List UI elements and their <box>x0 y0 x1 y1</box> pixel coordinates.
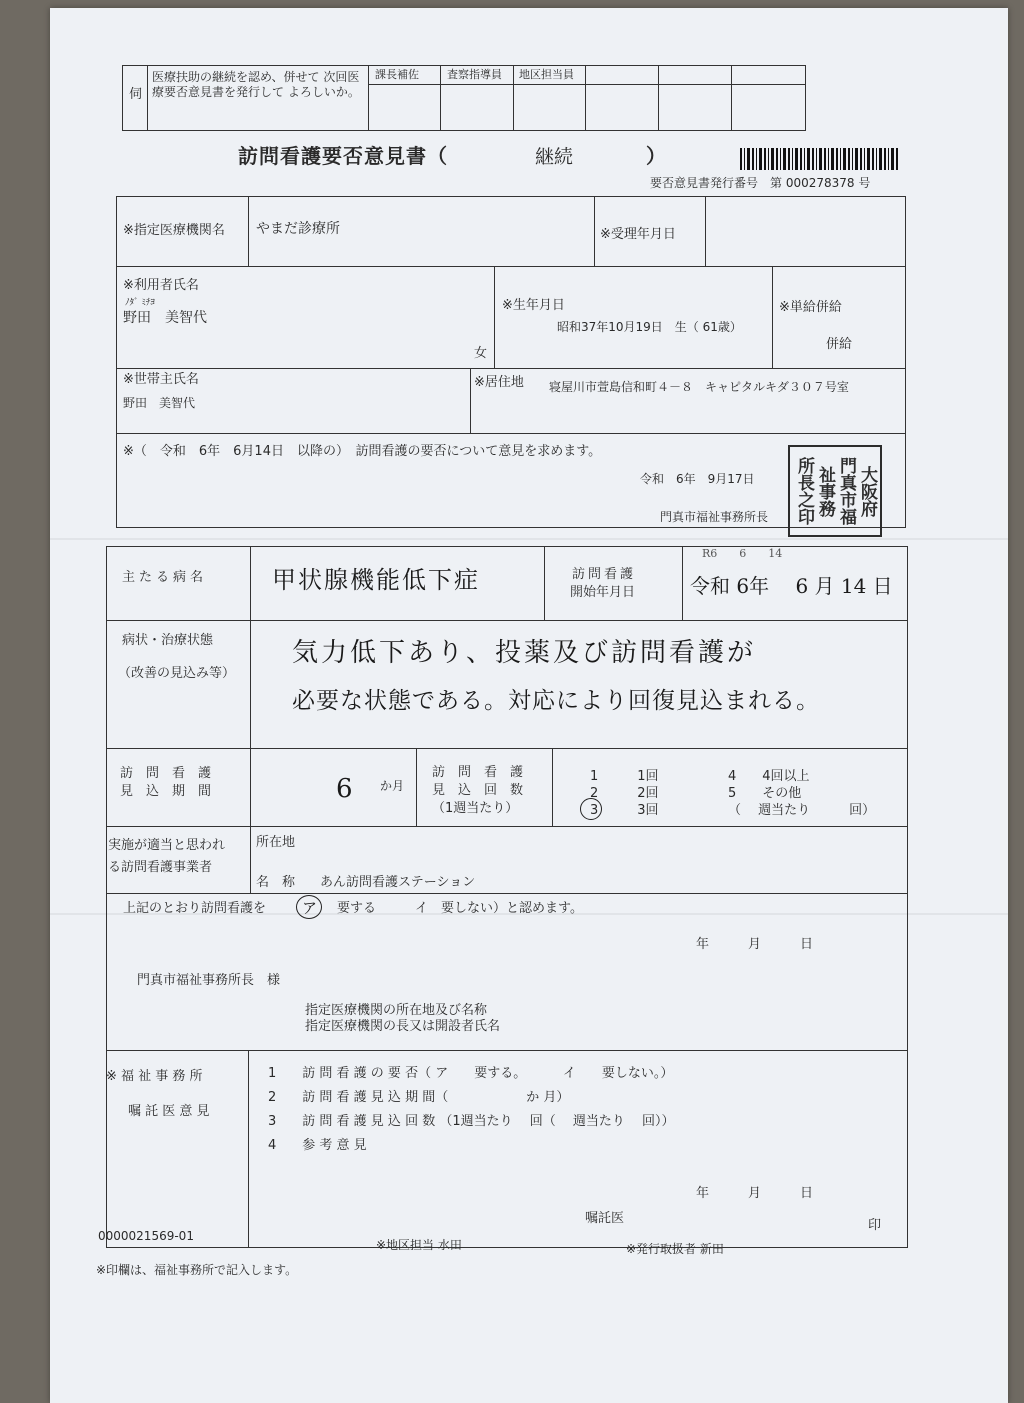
issue-number: 要否意見書発行番号 第 000278378 号 <box>650 176 871 190</box>
received-date-label: ※受理年月日 <box>600 227 676 242</box>
form-title-close: ） <box>646 144 667 168</box>
doctor-seal: 印 <box>868 1218 882 1233</box>
count-label-2: 見 込 回 数 <box>432 783 524 798</box>
start-date-note: R6 6 14 <box>702 547 783 560</box>
start-date-label-2: 開始年月日 <box>570 585 636 600</box>
symptoms-line-1[interactable]: 気力低下あり、投薬及び訪問看護が <box>292 638 757 668</box>
area-staff: ※地区担当 水田 <box>376 1238 462 1252</box>
user-name-label: ※利用者氏名 <box>123 278 199 293</box>
user-name: 野田 美智代 <box>123 310 207 326</box>
doctor-label-1: ※ 福 祉 事 務 所 <box>106 1069 203 1084</box>
fold-crease <box>50 538 1008 540</box>
count-label-3: （1週当たり） <box>432 801 519 816</box>
doctor-item-3: 3 訪 問 看 護 見 込 回 数 （1週当たり 回（ 週当たり 回）） <box>268 1114 675 1129</box>
doctor-date[interactable]: 年 月 日 <box>696 1186 814 1201</box>
user-furigana: ﾉﾀﾞ ﾐﾁﾖ <box>125 298 155 308</box>
approval-col-3: 地区担当員 <box>519 68 574 81</box>
decision-option-a-text: 要する <box>337 901 377 916</box>
count-label-1: 訪 問 看 護 <box>432 765 524 780</box>
count-option-6[interactable]: （ 週当たり 回） <box>728 803 876 818</box>
approval-col-2: 査察指導員 <box>447 68 502 81</box>
count-option-3-circle <box>580 798 602 820</box>
count-option-3[interactable]: 3 3回 <box>590 803 659 818</box>
document-paper <box>50 8 1008 1403</box>
disease-value[interactable]: 甲状腺機能低下症 <box>272 566 480 594</box>
request-date: 令和 6年 9月17日 <box>640 472 755 486</box>
request-text: ※（ 令和 6年 6月14日 以降の） 訪問看護の要否について意見を求めます。 <box>123 444 602 459</box>
period-label-1: 訪 問 看 護 <box>120 766 212 781</box>
household-head-name: 野田 美智代 <box>123 396 196 410</box>
provider-name: あん訪問看護ステーション <box>320 875 476 890</box>
start-date-value[interactable]: 令和 6年 6 月 14 日 <box>690 574 893 598</box>
period-label-2: 見 込 期 間 <box>120 784 212 799</box>
institution-address-line: 指定医療機関の所在地及び名称 <box>305 1003 488 1018</box>
form-title: 訪問看護要否意見書（ <box>238 144 448 168</box>
provider-name-label: 名 称 <box>256 875 296 890</box>
footer-note: ※印欄は、福祉事務所で記入します。 <box>96 1263 298 1277</box>
provider-location-label: 所在地 <box>256 835 296 850</box>
decision-option-a[interactable]: ア <box>302 899 318 917</box>
disease-label: 主たる病名 <box>122 570 208 585</box>
doctor-label-2: 嘱 託 医 意 見 <box>128 1104 210 1119</box>
symptoms-label-2: （改善の見込み等） <box>118 666 236 681</box>
approval-text: 医療扶助の継続を認め、併せて 次回医療要否意見書を発行して よろしいか。 <box>152 70 360 99</box>
doctor-item-4: 4 参 考 意 見 <box>268 1138 367 1153</box>
barcode <box>740 148 898 170</box>
form-type: 継続 <box>535 146 574 168</box>
kyufu-label: ※単給併給 <box>779 300 842 315</box>
approval-col-1: 課長補佐 <box>375 68 419 81</box>
approval-side-label: 伺 <box>129 87 143 102</box>
issuing-staff: ※発行取扱者 新田 <box>626 1242 724 1256</box>
birth-date-label: ※生年月日 <box>502 298 565 313</box>
institution-head-line: 指定医療機関の長又は開設者氏名 <box>305 1019 501 1034</box>
decision-date[interactable]: 年 月 日 <box>696 937 814 952</box>
kyufu-value: 併給 <box>826 337 853 352</box>
doctor-sign-label: 嘱託医 <box>585 1211 625 1226</box>
decision-addressee: 門真市福祉事務所長 様 <box>137 973 281 988</box>
period-unit: か月 <box>380 779 405 793</box>
symptoms-label-1: 病状・治療状態 <box>122 633 214 648</box>
count-option-4[interactable]: 4 4回以上 <box>728 769 810 784</box>
office-seal-stamp: 大阪府 門真市福 祉事務 所長之印 <box>788 445 882 537</box>
decision-option-a-circle <box>296 895 322 919</box>
provider-label-2: る訪問看護事業者 <box>108 860 213 875</box>
address-label: ※居住地 <box>474 375 524 390</box>
form-code: 0000021569-01 <box>98 1229 194 1243</box>
start-date-label-1: 訪問看護 <box>572 567 637 582</box>
decision-text: 上記のとおり訪問看護を <box>123 901 267 916</box>
count-option-5[interactable]: 5 その他 <box>728 786 802 801</box>
period-value[interactable]: 6 <box>336 774 353 804</box>
birth-date: 昭和37年10月19日 生（ 61歳） <box>557 320 742 334</box>
count-option-2[interactable]: 2 2回 <box>590 786 659 801</box>
provider-label-1: 実施が適当と思われ <box>108 838 226 853</box>
decision-option-b[interactable]: イ 要しない）と認めます。 <box>415 901 583 916</box>
symptoms-line-2[interactable]: 必要な状態である。対応により回復見込まれる。 <box>292 688 820 714</box>
doctor-item-1: 1 訪 問 看 護 の 要 否（ ア 要する。 イ 要しない。） <box>268 1066 674 1081</box>
institution-label: ※指定医療機関名 <box>123 223 225 238</box>
request-office: 門真市福祉事務所長 <box>660 510 769 524</box>
address: 寝屋川市萱島信和町４－８ キャピタルキダ３０７号室 <box>549 380 849 394</box>
count-option-1[interactable]: 1 1回 <box>590 769 659 784</box>
user-sex: 女 <box>474 346 488 361</box>
institution-name: やまだ診療所 <box>256 221 340 237</box>
household-head-label: ※世帯主氏名 <box>123 372 199 387</box>
doctor-item-2: 2 訪 問 看 護 見 込 期 間（ か 月） <box>268 1090 570 1105</box>
